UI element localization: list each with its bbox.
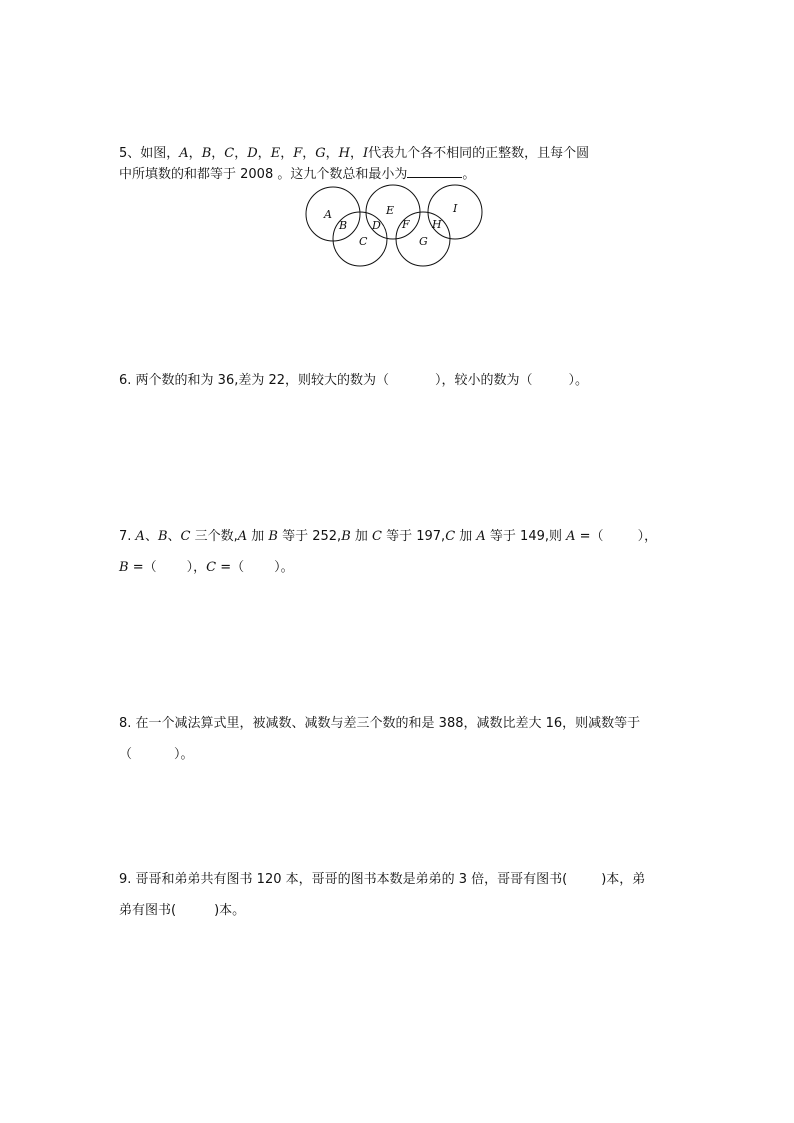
q5-line2-end: 。 [462,167,476,182]
q6-line [119,373,588,389]
q5-sep: ， [325,146,339,161]
circle-e [366,185,420,239]
q6-text-a: 6. 两个数的和为 36,差为 22，则较大的数为（ [119,373,390,388]
q5-var-a: A [179,146,189,161]
label-b: B [339,219,348,232]
circle-g [396,212,450,266]
q9-line2 [119,903,245,919]
q7-var: A [566,529,576,544]
q7-var: B [268,529,278,544]
q8-line2 [119,747,194,763]
q6-text-c: ）。 [568,373,589,388]
q5-var-i: I [363,146,369,161]
q9-text-c: 弟有图书( [119,903,177,918]
q5-sep: ， [350,146,364,161]
label-d: D [372,219,381,232]
q7-t: =（ [575,529,604,544]
q7-t: 、 [167,529,181,544]
q7-var: C [180,529,191,544]
q7-var: A [237,529,248,544]
q7-var: B [157,529,168,544]
q5-answer-blank[interactable] [407,165,462,178]
circle-c [333,212,387,266]
q6-text-b: ），较小的数为（ [435,373,533,388]
circle-a [306,187,360,241]
q7-line2 [119,560,294,576]
q7-var: B [119,560,129,575]
q7-var: C [445,529,456,544]
q7-t: ）。 [274,560,294,575]
five-circles-diagram [0,0,794,280]
q7-t: 7. [119,529,136,544]
label-g: G [419,235,428,248]
q8-open-paren: （ [119,747,133,762]
q7-var: B [341,529,351,544]
q5-sep: ， [257,146,271,161]
q8-line1: 8. 在一个减法算式里，被减数、减数与差三个数的和是 388，减数比差大 16，则减数等于 [119,716,641,731]
q8-close-paren: ）。 [174,747,194,762]
q9-text-d: )本。 [214,903,246,918]
label-e: E [386,204,395,217]
q7-var: A [135,529,145,544]
label-c: C [359,235,368,248]
q5-var-c: C [224,146,235,161]
q7-t: 加 [455,529,477,544]
q7-t: ）， [637,529,658,544]
q7-t: 等于 252, [277,529,342,544]
q7-t: =（ [128,560,157,575]
q7-var: C [372,529,382,544]
q7-var: A [476,529,486,544]
q7-t: 三个数, [190,529,238,544]
q5-sep: ， [211,146,225,161]
q5-sep: ， [234,146,248,161]
q5-var-e: E [270,146,281,161]
q5-var-h: H [338,146,350,161]
q7-t: 加 [247,529,269,544]
label-a: A [324,208,332,221]
q7-t: ）， [186,560,207,575]
q9-text-b: )本，弟 [601,872,646,887]
q5-suffix: 代表九个各不相同的正整数，且每个圆 [368,146,590,161]
q5-prefix: 5、如图， [119,146,180,161]
q5-sep: ， [188,146,202,161]
q9-line1 [119,872,645,888]
q9-text-a: 9. 哥哥和弟弟共有图书 120 本，哥哥的图书本数是弟弟的 3 倍，哥哥有图书( [119,872,568,887]
q5-var-g: G [315,146,326,161]
label-f: F [402,218,410,231]
label-h: H [432,218,442,231]
q7-t: 等于 197, [381,529,446,544]
q5-line1 [119,146,589,162]
q5-line2 [119,165,475,183]
q5-var-d: D [247,146,258,161]
q5-line2-text: 中所填数的和都等于 2008 。这九个数总和最小为 [119,167,408,182]
q7-t: 、 [144,529,158,544]
circle-i [428,185,482,239]
q5-var-f: F [293,146,303,161]
q5-sep: ， [280,146,294,161]
q7-t: 加 [350,529,373,544]
label-i: I [453,202,458,215]
q7-t: 等于 149,则 [485,529,567,544]
q5-sep: ， [302,146,316,161]
q7-line1 [119,529,657,545]
q7-var: C [206,560,217,575]
q7-t: =（ [216,560,245,575]
q5-var-b: B [201,146,212,161]
